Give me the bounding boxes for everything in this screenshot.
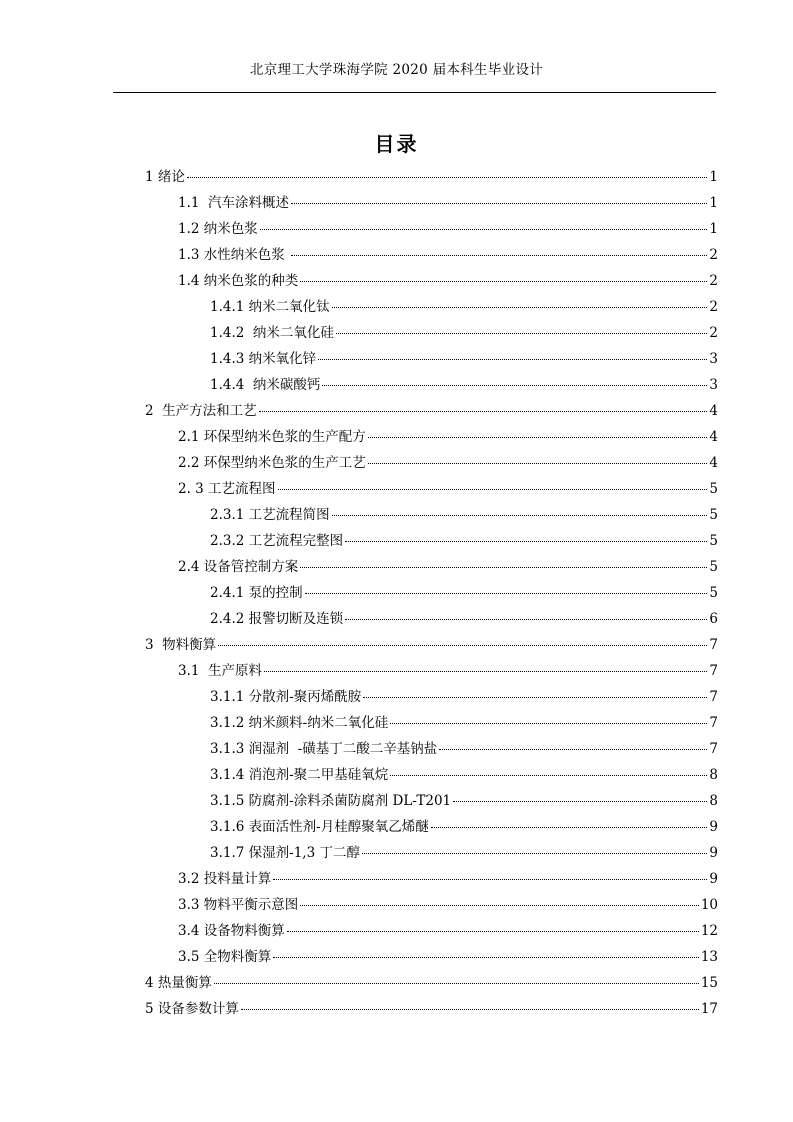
toc-dot-leader — [278, 489, 708, 490]
toc-page-number: 5 — [709, 533, 718, 549]
toc-page-number: 17 — [700, 1001, 718, 1017]
toc-entry[interactable] — [210, 502, 718, 528]
toc-page-number: 4 — [709, 429, 718, 445]
toc-entry[interactable] — [145, 164, 718, 190]
toc-entry-label: 3.5 全物料衡算 — [178, 949, 272, 965]
toc-dot-leader — [362, 853, 707, 854]
toc-entry[interactable] — [178, 866, 718, 892]
toc-dot-leader — [305, 593, 708, 594]
toc-entry[interactable] — [210, 736, 718, 762]
toc-entry-label: 3.1.4 消泡剂-聚二甲基硅氧烷 — [210, 767, 389, 783]
toc-dot-leader — [300, 567, 707, 568]
toc-entry[interactable] — [210, 840, 718, 866]
toc-entry-label: 3.1.6 表面活性剂-月桂醇聚氧乙烯醚 — [210, 819, 429, 835]
toc-entry-label: 1.1 汽车涂料概述 — [178, 195, 290, 211]
toc-page-number: 3 — [709, 377, 718, 393]
running-header: 北京理工大学珠海学院 2020 届本科生毕业设计 — [249, 62, 544, 78]
toc-entry-label: 1 绪论 — [145, 169, 185, 185]
toc-entry[interactable] — [178, 944, 718, 970]
toc-page-number: 9 — [709, 871, 718, 887]
toc-page-number: 2 — [709, 299, 718, 315]
toc-entry[interactable] — [210, 294, 718, 320]
toc-dot-leader — [322, 385, 707, 386]
toc-dot-leader — [273, 957, 699, 958]
toc-entry[interactable] — [145, 398, 718, 424]
toc-entry[interactable] — [178, 268, 718, 294]
toc-dot-leader — [300, 905, 699, 906]
toc-entry[interactable] — [210, 320, 718, 346]
toc-entry[interactable] — [178, 918, 718, 944]
toc-page-number: 7 — [709, 741, 718, 757]
toc-entry[interactable] — [178, 190, 718, 216]
toc-dot-leader — [453, 801, 707, 802]
toc-page-number: 12 — [700, 923, 718, 939]
toc-entry-label: 4 热量衡算 — [145, 975, 212, 991]
toc-entry[interactable] — [178, 216, 718, 242]
toc-entry-label: 2.4 设备管控制方案 — [178, 559, 299, 575]
toc-dot-leader — [336, 333, 707, 334]
toc-entry[interactable] — [145, 632, 718, 658]
toc-page-number: 10 — [700, 897, 718, 913]
toc-entry-label: 1.3 水性纳米色浆 — [178, 247, 290, 263]
toc-entry[interactable] — [178, 476, 718, 502]
toc-entry-label: 2.3.1 工艺流程简图 — [210, 507, 330, 523]
toc-page-number: 5 — [709, 507, 718, 523]
toc-entry-label: 3.1.1 分散剂-聚丙烯酰胺 — [210, 689, 362, 705]
toc-entry-label: 2.4.2 报警切断及连锁 — [210, 611, 344, 627]
toc-page-number: 7 — [709, 689, 718, 705]
toc-entry-label: 3.1.7 保湿剂-1,3 丁二醇 — [210, 845, 360, 861]
toc-entry-label: 1.2 纳米色浆 — [178, 221, 258, 237]
toc-dot-leader — [332, 515, 708, 516]
toc-entry-label: 2.3.2 工艺流程完整图 — [210, 533, 344, 549]
toc-page-number: 7 — [709, 637, 718, 653]
toc-entry-label: 2.2 环保型纳米色浆的生产工艺 — [178, 455, 366, 471]
toc-dot-leader — [218, 645, 707, 646]
toc-page-number: 9 — [709, 845, 718, 861]
toc-dot-leader — [187, 177, 708, 178]
toc-entry-label: 3.1.3 润湿剂 -磺基丁二酸二辛基钠盐 — [210, 741, 438, 757]
toc-entry[interactable] — [178, 658, 718, 684]
toc-dot-leader — [273, 879, 707, 880]
toc-page-number: 5 — [709, 559, 718, 575]
toc-dot-leader — [439, 749, 707, 750]
toc-entry[interactable] — [210, 606, 718, 632]
toc-entry-label: 1.4 纳米色浆的种类 — [178, 273, 299, 289]
toc-dot-leader — [368, 437, 708, 438]
toc-entry-label: 1.4.1 纳米二氧化钛 — [210, 299, 330, 315]
page-title: 目录 — [374, 132, 419, 156]
toc-entry-label: 3.1.5 防腐剂-涂料杀菌防腐剂 DL-T201 — [210, 793, 452, 809]
toc-dot-leader — [332, 307, 708, 308]
toc-entry[interactable] — [178, 554, 718, 580]
toc-page-number: 3 — [709, 351, 718, 367]
toc-page-number: 2 — [709, 325, 718, 341]
toc-dot-leader — [264, 671, 707, 672]
toc-entry-label: 3.1.2 纳米颜料-纳米二氧化硅 — [210, 715, 389, 731]
toc-entry[interactable] — [210, 346, 718, 372]
toc-dot-leader — [260, 229, 708, 230]
toc-page-number: 7 — [709, 715, 718, 731]
toc-dot-leader — [291, 203, 707, 204]
toc-page-number: 13 — [700, 949, 718, 965]
toc-entry-label: 3.1 生产原料 — [178, 663, 263, 679]
toc-entry[interactable] — [145, 970, 718, 996]
toc-entry-label: 1.4.4 纳米碳酸钙 — [210, 377, 321, 393]
toc-page-number: 5 — [709, 585, 718, 601]
toc-dot-leader — [431, 827, 708, 828]
toc-entry-label: 3.3 物料平衡示意图 — [178, 897, 299, 913]
header-rule — [113, 92, 716, 93]
toc-entry-label: 1.4.2 纳米二氧化硅 — [210, 325, 334, 341]
toc-dot-leader — [318, 359, 707, 360]
toc-entry-label: 3 物料衡算 — [145, 637, 217, 653]
toc-page-number: 5 — [709, 481, 718, 497]
toc-entry[interactable] — [178, 424, 718, 450]
toc-entry[interactable] — [178, 892, 718, 918]
toc-entry-label: 2. 3 工艺流程图 — [178, 481, 276, 497]
toc-dot-leader — [345, 541, 707, 542]
toc-entry[interactable] — [178, 450, 718, 476]
toc-dot-leader — [287, 931, 699, 932]
toc-page-number: 8 — [709, 767, 718, 783]
toc-entry-label: 3.4 设备物料衡算 — [178, 923, 285, 939]
toc-entry[interactable] — [210, 528, 718, 554]
toc-dot-leader — [345, 619, 707, 620]
toc-entry-label: 5 设备参数计算 — [145, 1001, 239, 1017]
toc-page-number: 8 — [709, 793, 718, 809]
toc-page-number: 2 — [709, 247, 718, 263]
toc-dot-leader — [291, 255, 707, 256]
toc-dot-leader — [390, 775, 707, 776]
toc-entry[interactable] — [145, 996, 718, 1022]
toc-page-number: 4 — [709, 455, 718, 471]
toc-page-number: 1 — [709, 195, 718, 211]
toc-entry[interactable] — [210, 372, 718, 398]
toc-page-number: 9 — [709, 819, 718, 835]
toc-entry[interactable] — [210, 710, 718, 736]
toc-page-number: 2 — [709, 273, 718, 289]
toc-entry[interactable] — [210, 814, 718, 840]
toc-dot-leader — [259, 411, 708, 412]
toc-page-number: 15 — [700, 975, 718, 991]
toc-dot-leader — [363, 697, 707, 698]
toc-dot-leader — [390, 723, 707, 724]
toc-page-number: 7 — [709, 663, 718, 679]
toc-page-number: 4 — [709, 403, 718, 419]
toc-entry-label: 2.4.1 泵的控制 — [210, 585, 303, 601]
toc-dot-leader — [300, 281, 707, 282]
toc-entry[interactable] — [210, 580, 718, 606]
toc-entry-label: 2.1 环保型纳米色浆的生产配方 — [178, 429, 366, 445]
toc-entry-label: 3.2 投料量计算 — [178, 871, 272, 887]
toc-page-number: 1 — [709, 221, 718, 237]
toc-page-number: 6 — [709, 611, 718, 627]
toc-entry[interactable] — [210, 788, 718, 814]
toc-entry[interactable] — [210, 762, 718, 788]
toc-dot-leader — [368, 463, 708, 464]
toc-page-number: 1 — [709, 169, 718, 185]
toc-entry-label: 2 生产方法和工艺 — [145, 403, 257, 419]
toc-entry-label: 1.4.3 纳米氧化锌 — [210, 351, 317, 367]
toc-dot-leader — [214, 983, 699, 984]
toc-entry[interactable] — [210, 684, 718, 710]
toc-entry[interactable] — [178, 242, 718, 268]
toc-dot-leader — [241, 1009, 699, 1010]
